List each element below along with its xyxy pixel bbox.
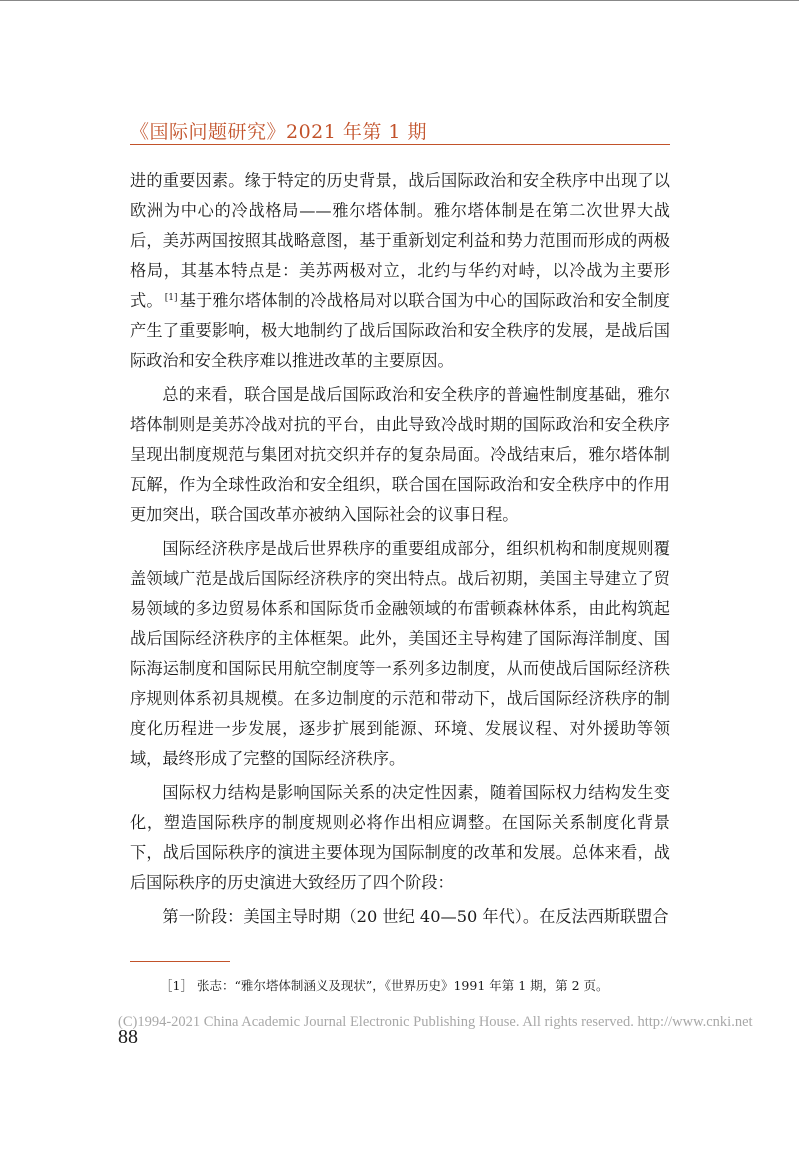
paragraph-5: 第一阶段：美国主导时期（20 世纪 40—50 年代）。在反法西斯联盟合 (162, 907, 669, 926)
header-rule (130, 144, 670, 145)
paragraph-4: 国际权力结构是影响国际关系的决定性因素，随着国际权力结构发生变化，塑造国际秩序的制度规则必将作出相应调整。在国际关系制度化背景下，战后国际秩序的演进主要体现为国际制度的改革和发展。总体来看，战后国际秩序的历史演进大致经历了四个阶段： (130, 783, 670, 892)
copyright-watermark: (C)1994-2021 China Academic Journal Electronic Publishing House. All rights reserved. http://www.cnki.net (118, 1014, 753, 1030)
footnote-text: 张志：“雅尔塔体制涵义及现状”，《世界历史》1991 年第 1 期，第 2 页。 (196, 978, 609, 993)
running-header: 《国际问题研究》2021 年第 1 期 (130, 121, 428, 143)
footnote-rule (130, 961, 230, 962)
paragraph-2: 总的来看，联合国是战后国际政治和安全秩序的普遍性制度基础，雅尔塔体制则是美苏冷战对抗的平台，由此导致冷战时期的国际政治和安全秩序呈现出制度规范与集团对抗交织并存的复杂局面。冷战结束后，雅尔塔体制瓦解，作为全球性政治和安全组织，联合国在国际政治和安全秩序中的作用更加突出，联合国改革亦被纳入国际社会的议事日程。 (130, 385, 670, 524)
paragraph-3: 国际经济秩序是战后世界秩序的重要组成部分，组织机构和制度规则覆盖领域广范是战后国际经济秩序的突出特点。战后初期，美国主导建立了贸易领域的多边贸易体系和国际货币金融领域的布雷顿森林体系，由此构筑起战后国际经济秩序的主体框架。此外，美国还主导构建了国际海洋制度、国际海运制度和国际民用航空制度等一系列多边制度，从而使战后国际经济秩序规则体系初具规模。在多边制度的示范和带动下，战后国际经济秩序的制度化历程进一步发展，逐步扩展到能源、环境、发展议程、对外援助等领域，最终形成了完整的国际经济秩序。 (130, 539, 670, 768)
paragraph-1-text-b: 基于雅尔塔体制的冷战格局对以联合国为中心的国际政治和安全制度产生了重要影响，极大地制约了战后国际政治和安全秩序的发展，是战后国际政治和安全秩序难以推进改革的主要原因。 (130, 291, 670, 370)
paragraph-1-text-a: 进的重要因素。缘于特定的历史背景，战后国际政治和安全秩序中出现了以欧洲为中心的冷战格局——雅尔塔体制。雅尔塔体制是在第二次世界大战后，美苏两国按照其战略意图，基于重新划定利益和势力范围而形成的两极格局，其基本特点是：美苏两极对立，北约与华约对峙，以冷战为主要形式。 (130, 171, 670, 310)
page-top-border (0, 0, 799, 1)
paragraph-1 (130, 166, 670, 376)
footnote-ref-1[interactable]: [1] (164, 293, 178, 303)
page-number: 88 (118, 1026, 138, 1048)
footnote-marker: ［1］ (160, 978, 193, 993)
body-text (130, 166, 670, 932)
footnote-1 (160, 977, 680, 995)
